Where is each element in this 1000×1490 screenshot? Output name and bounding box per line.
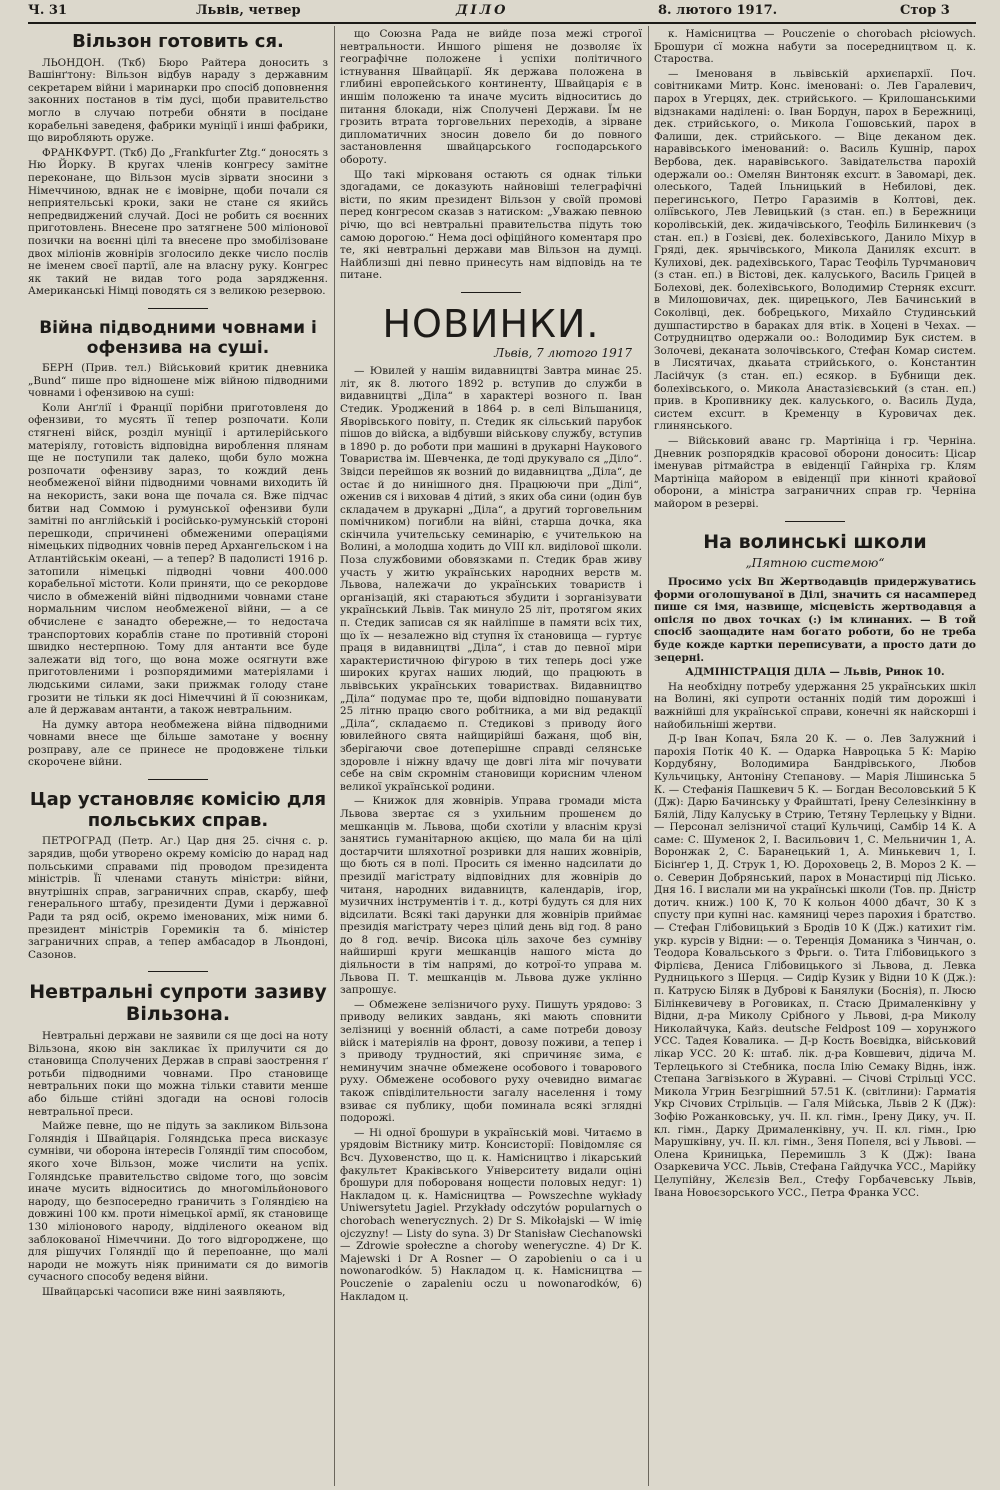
headline-volyn-schools: На волинські школи	[703, 530, 927, 553]
section-dateline: Львів, 7 лютого 1917	[494, 345, 632, 360]
city-day: Львів, четвер	[196, 3, 301, 18]
news-item: — Книжок для жовнірів. Управа громади міста Львова звертає ся з ухильним прошенєм до мешканців м. Львова, щоби схотіли у власнім крузі занятись гуманітарною акцією, що мала би на цілі достарчити шляхотної розривки для наших жовнірів, що бють ся в полі. Просить ся іменно надсилати до президії магістрату відповідних для жовнірів до читаня, народних видавництв, календарів, ігор, музичних інструментів і т. д., котрі будуть ся для них відсилати. Всякі такі дарунки для жовнірів приймає президія магістрату через цілий день від год. 8 рано до 8 год. вечір. Висока ціль захоче без сумніву найширші круги мешканців нашого міста до діяльности в тім напрямі, до котрої-то управа м. Львова П. Т. мешканців м. Львова дуже уклінно запрошує.	[340, 795, 642, 997]
news-item: — Обмежене зелізничого руху. Пишуть урядово: З приводу великих завдань, які мають сповнити зелізниці у воєнній області, а саме потреби довозу війск і матеріялів на фронт, довозу поживи, а тепер і з приводу трудностий, які спричиняє зима, є неминучим значне обмежене особового і товарового руху. Обмежене особового руху очевидно вимагає також співділительности загалу населення і тому взиває ся публику, щоби поминала всякі зглядні подорожі.	[340, 998, 642, 1125]
masthead	[28, 2, 976, 20]
headline-wilson: Вільзон готовить ся.	[72, 31, 284, 52]
divider	[785, 521, 845, 522]
paragraph: ЛЬОНДОН. (Ткб) Бюро Райтера доносить з Вашінґтону: Вільзон відбув нараду з державним секретарем війни і маринарки про спосіб доповнення законних постанов в тім дусі, щоби правительство могло в случаю потреби обняти в посідане корабельні заведеня, фабрики муніції і инші фабрики, що виробляють оруже.	[28, 56, 328, 145]
paragraph: Майже певне, що не підуть за закликом Вільзона Голяндія і Швайцарія. Голяндська преса висказує сумніви, чи оборона інтересів Голяндії тим способом, якого хоче Вільзон, може числити на успіх. Голяндське правительство свідоме того, що зовсім иначе мусить відноситись до многомільйонового народу, що безпосередно граничить з Голяндією на довжині 100 км. проти німецької армії, як становище 130 міліонового народу, відділеного океаном від заблокованої Німеччини. До того відгороджене, що для рішучих Голяндії що й перепоанне, що малі народи не можуть ніяк принимати ся до вимогів сучасного способу веденя війни.	[28, 1120, 328, 1284]
paragraph: БЕРН (Прив. тел.) Військовий критик дневника „Bund“ пише про відношене між війною підводними човнами і офензивою на суші:	[28, 362, 328, 400]
page-number: Стор 3	[900, 3, 950, 18]
admin-address: АДМІНІСТРАЦІЯ ДІЛА — Львів, Ринок 10.	[685, 666, 945, 679]
news-item: — Ні одної брошури в українській мові. Читаємо в урядовім Вістнику митр. Консисторії: Повідомляє ся Всч. Духовенство, що ц. к. Намісництво і лікарський факультет Краківського Університету видали оціні брошури для поборованя нощести половых недуг: 1) Накладом ц. к. Намісництва — Powszechne wykłady Uniwersytetu Jagiel. Przykłady odczytów popularnych o chorobach wenerycznych. 2) Dr S. Mikołajski — W imię ojczyzny! — Listy do syna. 3) Dr Stanisław Ciechanowski — Zdrowie społeczne a choroby weneryczne. 4) Dr K. Majewski i Dr A Rosner — O zapobieniu o ca i u nowonarodków. 5) Накладом ц. к. Намісництва — Pouczenie o zapaleniu oczu u nowonarodków, 6) Накладом ц.	[340, 1126, 642, 1303]
divider	[148, 779, 208, 780]
column-1	[28, 28, 328, 1483]
column-rule	[648, 26, 649, 1486]
column-rule	[334, 26, 335, 1486]
paper-title: ДІЛО	[456, 3, 509, 18]
paragraph: Що такі міркованя остають ся однак тільки здогадами, се доказують найновіші телеграфічні вісти, по яким президент Вільзон у своїй промові перед конгресом сказав з натиском: „Уважаю певною річю, що всі невтральні правительства підуть тою самою дорогою.“ Нема досі офіційного коментаря про те, які невтральні держави мав Вільзон на думці. Найблизші дні певно принесуть нам відповідь на те питане.	[340, 168, 642, 282]
paragraph: к. Намісництва — Pouczenie o chorobach płciowych. Брошури сї можна набути за посередництвом ц. к. Староства.	[654, 28, 976, 66]
paragraph: Коли Анґлії і Франції порібни приготовленя до офензиви, то мусять її тепер розпочати. Коли стягнені війск, розділ муніції і артилерійського матеріялу, готовість відповідна вироблення плянам ще не поступили так далеко, щоби було можна розпочати офензиву зараз, то кождий день необмеженої війни підводними човнами виходить їй на некористь, заки вона ще почала ся. Вже підчас битви над Соммою і румунської офензиви були замітні по англійській і російсько-румунській стороні перешкоди, спричинені обмеженими операціями німецьких підводних човнів перед Архангельском і на Атлантійськім океані, — а тепер? В падолисті 1916 р. затопили німецькі підводні човни 400.000 корабельної містоти. Коли приняти, що се рекордове число в обмеженій війні підводними човнами стане нормальним числом необмеженої війни, — а се обчислене є занадто обережне,— то недостача транспортових кораблів стане по противній стороні швидко нестерпною. Тому для антанти все буде залежати від того, що вона може осягнути вже приготовленими і розпорядимими матеріялами і людськими силами, заки прижмак голоду стане грозити не тільки як досі Німеччині й її союзникам, але й державам антанти, а також невтральним.	[28, 401, 328, 717]
headline-subtitle: „Пятною системою“	[745, 556, 885, 571]
divider	[148, 971, 208, 972]
divider	[148, 308, 208, 309]
section-title-novyny: НОВИНКИ.	[382, 301, 600, 346]
paragraph: Швайцарські часописи вже нині заявляють,	[42, 1285, 286, 1298]
news-item: — Іменованя в львівській архиєпархії. Поч. совітниками Митр. Конс. іменовані: о. Лев Гаралевич, парох в Угерцях, дек. стрийського. — Крилошанськими відзнаками наділені: о. Іван Бордун, парох в Бережниці, дек. стрийського, о. Микола Гошовський, парох в Фалиши, дек. стрийського. — Віце деканом дек. наравівського іменований: о. Василь Кушнір, парох Вербова, дек. наравівського. Завідательства парохій одержали оо.: Омелян Винтоняк excurr. в Завомарі, дек. олеського, Тадей Ільницький в Небилові, дек. перегинського, Петро Гаразимів в Колтові, дек. оліївського, Лев Левицький (з стан. еп.) в Бережници королівській, дек. жидачівського, Теофіль Билинкевич (з стан. еп.) в Гозієві, дек. болехівського, Данило Міхур в Гряді, дек. ярычівського, Микола Даниляк excurr. в Кулихові, дек. радехівського, Тарас Теофіль Турчманович (з стан. еп.) в Вістові, дек. калуського, Василь Грицей в Болехові, дек. болехівського, Володимир Стерняк excurr. в Милошовичах, дек. щирецького, Лев Бачинський в Соколівці, дек. бобрецького, Михайло Студинський душпастирство в бараках для втік. в Хоцені в Чехах. — Сотрудництво одержали оо.: Володимир Бук систем. в Золочеві, деканата золочівського, Стефан Комар систем. в Лисятичах, дкаьата стрийського, о. Константин Ласійчук (з стан. еп.) есякор. в Бубнищи дек. болехівського, о. Микола Анастазієвський (з стан. еп.) прив. в Кропивнику дек. калуського, о. Василь Дуда, систем excurr. в Кременцу в Куровичах дек. глинянського.	[654, 67, 976, 433]
paragraph: що Союзна Рада не вийде поза межі строгої невтральности. Иншого рішеня не дозволяє їх географічне положене і успіхи політичного істнування Швайцарії. Як держава положена в глибині европейського континенту, Швайцарія є в иншім положеню та иначе мусить відноситись до питання блокади, ніж Сполучені Держави. Їм не грозить втрата торговельних переходів, а зірване дипломатичних зносин довело би до повного застановлення швайцарського господарського обороту.	[340, 28, 642, 166]
headline-tsar-commission: Цар установляє комісію для польських справ.	[29, 789, 327, 831]
header-rule	[28, 22, 976, 24]
column-3	[654, 28, 976, 1483]
donor-list: Д-р Іван Копач, Бяла 20 К. — о. Лев Залужний і парохія Потік 40 К. — Одарка Навроцька 5 К: Марію Кордубяну, Володимира Бандрівського, Любов Кульчицьку, Антоніну Степанову. — Марія Лішинська 5 К. — Стефанія Пашкевич 5 К. — Богдан Весоловський 5 К (Дж): Дарю Бачинську у Фрайштаті, Ірену Селезінкінну в Бялій, Ліду Калуську в Стрию, Тетяну Терлецьку у Відни. — Персонал зелізничої стациї Кульчиці, Самбір 14 К. А саме: С. Шуменок 2, І. Васильович 1, С. Мельничин 1, А. Воронжак 2, С. Баранецький 1, А. Минькевич 1, І. Бісінґер 1, Д. Струк 1, Ю. Дороховець 2, В. Мороз 2 К. — о. Северин Добрянський, парох в Монастирці під Лісько. Дня 16. І вислали ми на українські школи (Тов. пр. Дністр дотич. книж.) 100 К, 70 К кольон 4000 дбачт, 30 К з спусту при купні нас. камяниці через парохия і братство. — Стефан Глібовицький з Бродів 10 К (Дж.) катихит гім. укр. курсів у Відни: — о. Теренція Доманика з Чинчан, о. Теодора Ковальського з Фрьги. о. Тита Глібовицького з Фірлієва, Дениса Глібовицького зі Львова, д. Левка Рудницького з Шерця. — Сидір Кузик у Відни 10 К (Дж.): п. Катрусю Біляк в Дуброві к Банялуки (Боснія), п. Люсю Білінкевичеву в Роговиках, п. Стасю Дрималенківну у Відни, д-ра Миколу Срібного у Львові, д-ра Миколу Николайчука, Кайз. deutsche Feldpost 109 — хорунжого УСС. Тадея Ковалика. — Д-р Кость Воєвідка, військовий лікар УСС. 20 К: штаб. лік. д-ра Ковшевич, дідича М. Терлецького зі Стебника, посла Ілію Семаку Віднь, інж. Степана Загвізького в Журавні. — Січові Стрільці УСС. Микола Угрин Безгрішний 57.51 К. (світлини): Гарматія Укр Січових Стрільців. — Галя Мійська, Львів 2 К (Дж): Зофію Рожанковську, уч. II. кл. гімн., Ірену Дику, уч. II. кл. гімн., Дарку Дрималенківну, уч. II. кл. гімн., Ірю Марушківну, уч. II. кл. гімн., Зеня Попеля, всі у Львові. — Олена Криницька, Перемишль 3 К (Дж): Івана Озаркевича УСС. Львів, Стефана Гайдучка УСС., Марійку Целупійну, Жєлєзів Вел., Стефу Горбачевську Львів, Івана Новоєзорського УСС., Петра Франка УСС.	[654, 733, 976, 1199]
divider	[461, 292, 521, 293]
paragraph: ПЕТРОГРАД (Петр. Аг.) Цар дня 25. січня с. р. зарядив, щоби утворено окрему комісію до нарад над польськими справами під проводом президента міністрів. Її членами стануть міністри: війни, внутрішніх справ, заграничних справ, скарбу, шеф генерального штабу, президенти Думи і державної Ради та ряд осіб, окремо іменованих, між ними б. президент міністрів Горемикін та б. міністер заграничних справ, а тепер амбасадор в Льондоні, Сазонов.	[28, 835, 328, 961]
paragraph: На необхідну потребу удержання 25 українських шкіл на Волині, які супроти останніх подій тим дорожші і важнійші для української справи, конечні як найскорші і найобильніші жертви.	[654, 680, 976, 731]
headline-submarine-war: Війна підводними човнами і офензива на суші.	[39, 317, 317, 358]
issue-number: Ч. 31	[28, 3, 68, 18]
paragraph: Невтральні держави не заявили ся ще досі на ноту Вільзона, якою він закликає їх прилучити ся до становища Сполучених Держав в справі заострення ґ ротьби підводними човнами. Про становище невтральних поки що можна тільки ставити менше або більше стійні здогади на основі голосів невтральної преси.	[28, 1030, 328, 1118]
column-2	[340, 28, 642, 1483]
headline-neutrals: Невтральні супроти зазиву Вільзона.	[29, 981, 327, 1026]
news-item: — Ювилей у нашім видавництві Завтра минає 25. літ, як 8. лютого 1892 р. вступив до служби в видавництві „Діла“ в характері возного п. Іван Стедик. Уроджений в 1864 р. в селі Вільшаниця, Яворівського повіту, п. Стедик як сільський парубок пішов до війска, а відбувши військову службу, вступив в 1890 р. до роботи при машині в друкарні Наукового Товариства ім. Шевченка, де тоді друкувало ся „Діло“. Звідси перейшов як возний до видавництва „Діла“, де остає й до нинішного дня. Працюючи при „Ділі“, оженив ся і виховав 4 дітий, з яких оба сини (один був складачем в друкарні „Діла“, а другий торговельним помічником) погибли на війні, старша дочка, яка скінчила учительську семинарію, є учителькою на Волині, а молодша ходить до VIII кл. виділової школи. Поза службовими обовязками п. Стедик брав живу участь у житю українських народних верств м. Львова, належачи до українських товариств і організацій, які стараються збудити і зорганізувати український Львів. Так минуло 25 літ, протягом яких п. Стедик записав ся як найліпше в памяти всіх тих, що їх — незалежно від ступня їх становища — гуртує праця в видавництві „Діла“, і став до певної міри характеристичною фігурою в тих теперь досі уже широких кругах наших людий, що працюють в львівських українських товариствах. Видавництво „Діла“ подумає про те, щоби відповідно пошанувати 25 літню працю свого робітника, а ми від редакції „Діла“, складаємо п. Стедикові з приводу його ювилейного свята найщирійші бажаня, щоб він, зберігаючи свое дотеперішне справді селянське здоровле і ніжну вдачу ще довгі літа міг почувати себе на свім скромнім становищи корисним членом великої української родини.	[340, 365, 642, 793]
paragraph: На думку автора необмежена війна підводними човнами внесе ще більше замотане у воєнну розправу, але се принесе не продовжене тільки скорочене війни.	[28, 718, 328, 769]
donor-notice: Просимо усіх Вп Жертводавців придержуватись форми оголошуваної в Ділі, значить ся насамперед пише ся імя, назвище, місцевість жертводавця а опісля по двох точках (:) ім клинаних. — В той спосіб заощадите нам богато роботи, бо не треба буде кожде картки переписувати, а просто дати до зецерні.	[654, 576, 976, 664]
issue-date: 8. лютого 1917.	[658, 3, 778, 18]
news-item: — Військовий аванс гр. Мартініца і гр. Черніна. Дневник розпорядків красової оборони доносить: Цісар іменував рітмайстра в евіденції Гайнріха гр. Клям Мартініца майором в евіденції при кінноті крайової оборони, а міністра заграничних справ гр. Черніна майором в резерві.	[654, 435, 976, 510]
paragraph: ФРАНКФУРТ. (Ткб) До „Frankfurter Ztg.“ доносять з Ню Йорку. В кругах членів конгресу замітне переконане, що Вільзон мусів зірвати зносини з Німеччиною, вднак не є імовірне, щоби почали ся неприятельські кроки, заки не стане ся якийсь непредвиджений случай. Досі не робить ся воєнних приготовлень. Внесене про затягнене 500 міліонової позички на воєнні цілі та внесене про змобілізоване двох міліонів жовнірів зголосило декке число послів не іменем своєї партії, але на власну руку. Конгрес як такий не видав того рода зарядження. Американські Німці поводять ся з великою резервою.	[28, 146, 328, 298]
